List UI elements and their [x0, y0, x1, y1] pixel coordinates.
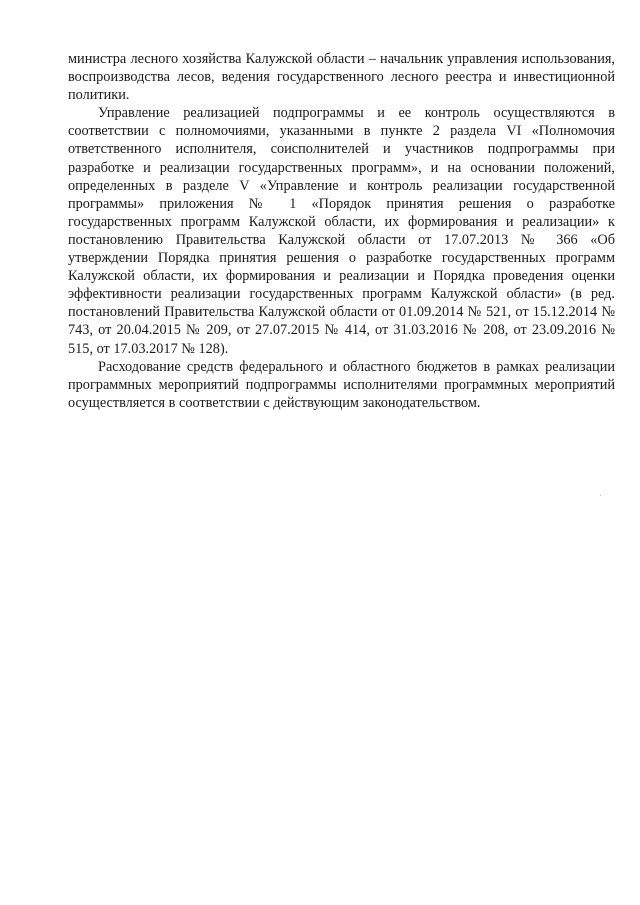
scan-speck: [600, 495, 601, 496]
paragraph-continuation: министра лесного хозяйства Калужской области – начальник управления использования, воспроизводства лесов, ведения государственного лесного реестра и инвестиционной политики.: [68, 51, 615, 104]
paragraph-management-control: Управление реализацией подпрограммы и ее контроль осуществляются в соответствии с полномочиями, указанными в пункте 2 раздела VI «Полномочия ответственного исполнителя, соисполнителей и участников подпрограммы при разработке и реализации государственных программ», и на основании положений, определенных в разделе V «Управление и контроль реализации государственной программы» приложения № 1 «Порядок принятия решения о разработке государственных программ Калужской области, их формирования и реализации» к постановлению Правительства Калужской области от 17.07.2013 № 366 «Об утверждении Порядка принятия решения о разработке государственных программ Калужской области, их формирования и реализации и Порядка проведения оценки эффективности реализации государственных программ Калужской области» (в ред. постановлений Правительства Калужской области от 01.09.2014 № 521, от 15.12.2014 № 743, от 20.04.2015 № 209, от 27.07.2015 № 414, от 31.03.2016 № 208, от 23.09.2016 № 515, от 17.03.2017 № 128).: [68, 105, 615, 357]
document-body: [68, 50, 615, 412]
paragraph-budget-spending: Расходование средств федерального и областного бюджетов в рамках реализации программных мероприятий подпрограммы исполнителями программных мероприятий осуществляется в соответствии с действующим законодательством.: [68, 358, 615, 411]
